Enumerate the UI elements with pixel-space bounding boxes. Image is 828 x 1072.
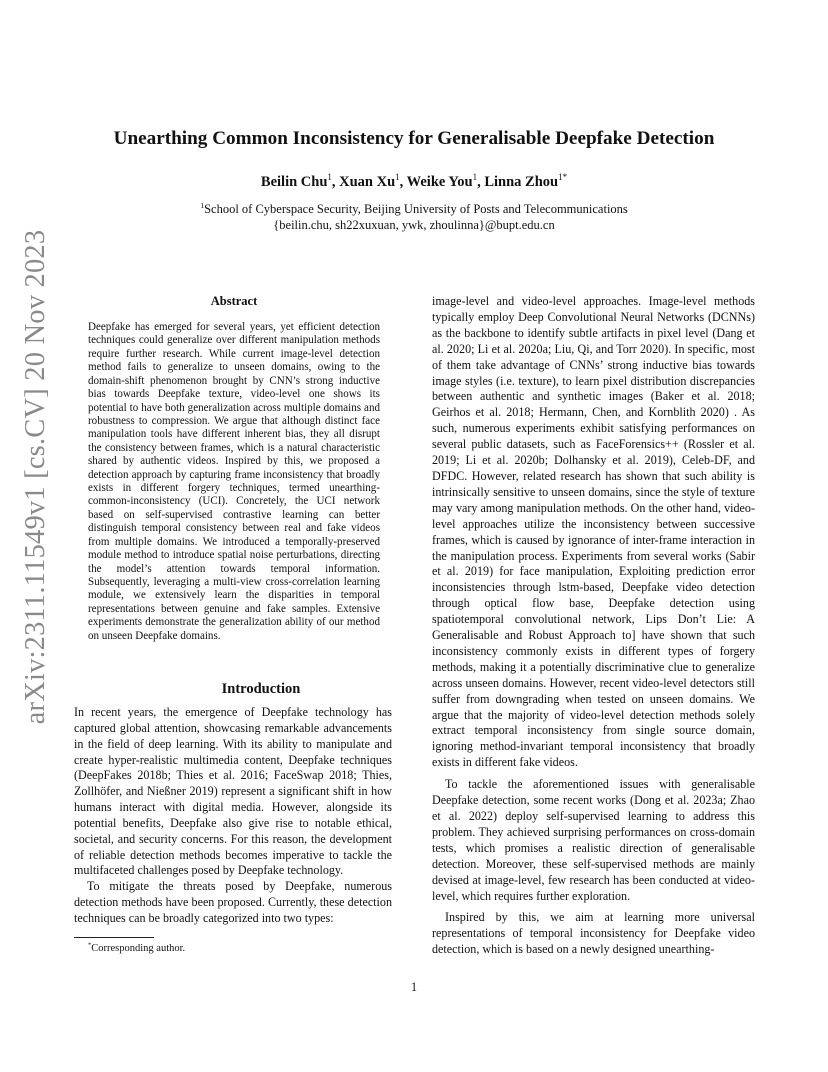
- author-list: Beilin Chu$^1$, Xuan Xu$^1$, Weike You$^1$, Linna Zhou$^{1*}$: [260, 172, 568, 190]
- footnote-text: Corresponding author.: [91, 943, 186, 954]
- footnote-mark: *: [88, 941, 92, 949]
- paragraph: Inspired by this, we aim at learning more universal representations of temporal inconsistency for Deepfake video detection, which is based on a newly designed unearthing-: [432, 910, 755, 957]
- page-number: 1: [410, 980, 418, 994]
- arxiv-identifier: arXiv:2311.11549v1 [cs.CV] 20 Nov 2023: [20, 229, 51, 725]
- author-emails: {beilin.chu, sh22xuxuan, ywk, zhoulinna}@bupt.edu.cn: [273, 217, 555, 232]
- abstract-heading: Abstract: [210, 294, 258, 308]
- footnote: [74, 942, 392, 955]
- paragraph: To tackle the aforementioned issues with generalisable Deepfake detection, some recent works (Dong et al. 2023a; Zhao et al. 2022) deploy self-supervised learning to address this problem. They achieved surprising performances on cross-domain tests, which promises a realistic direction of generalisable detection. Moreover, these self-supervised methods are mainly devised at image-level, few research has been conducted at video-level, which requires further exploration.: [432, 777, 755, 903]
- footnote-rule: [74, 937, 154, 938]
- paragraph: To mitigate the threats posed by Deepfake, numerous detection methods have been proposed. Currently, these detection techniques can be broadly categorized into two types:: [74, 879, 392, 925]
- arxiv-sidebar-stamp: [19, 229, 53, 725]
- paragraph: image-level and video-level approaches. Image-level methods typically employ Deep Convolutional Neural Networks (DCNNs) as the backbone to identify subtle artifacts in pixel level (Dang et al. 2020; Li et al. 2020a; Liu, Qi, and Torr 2020). In specific, most of them take advantage of CNNs’ strong inductive bias towards image styles (i.e. texture), to learn pixel distribution discrepancies between authentic and synthetic images (Baker et al. 2018; Geirhos et al. 2018; Hermann, Chen, and Kornblith 2020) . As such, numerous experiments exhibit satisfying performances on several public datasets, such as FaceForensics++ (Rossler et al. 2019; Li et al. 2020b; Dolhansky et al. 2019), Celeb-DF, and DFDC. However, related research has shown that such ability is intrinsically sensitive to unseen domains, since the style of texture may vary among manipulation methods. On the other hand, video-level approaches utilize the inconsistency between successive frames, which is caused by ignorance of inter-frame interaction in the manipulation process. Experiments from several works (Sabir et al. 2019) for face manipulation, Exploiting prediction error inconsistencies through lstm-based, Deepfake video detection through optical flow base, Deepfake detection using spatiotemporal convolutional network, Lips Don’t Lie: A Generalisable and Robust Approach to] have shown that such inconsistency commonly exists in different types of forgery methods, making it a potentially discriminative clue to generalize across unseen domains. However, recent video-level detectors still suffer from downgrading when tested on unseen domains. We argue that the majority of video-level detection methods solely extract temporal inconsistency from single source domain, ignoring method-invariant temporal inconsistency that broadly exists in different fake videos.: [432, 294, 755, 770]
- author-affiliation-mark: 1: [395, 172, 400, 183]
- introduction-heading: Introduction: [221, 681, 301, 697]
- author-name: Weike You: [406, 174, 473, 190]
- author-name: Xuan Xu: [339, 174, 396, 190]
- paper-title: Unearthing Common Inconsistency for Generalisable Deepfake Detection: [113, 128, 715, 149]
- abstract-text: Deepfake has emerged for several years, yet efficient detection techniques could generalize over different manipulation methods require further research. While current image-level detection method fails to generalize to unseen domains, owing to the domain-shift phenomenon brought by CNN’s strong inductive bias towards Deepfake texture, video-level one shows its potential to have both generalization across multiple domains and robustness to compression. We argue that although distinct face manipulation tools have different inherent bias, they all disrupt the consistency between frames, which is a natural characteristic shared by authentic videos. Inspired by this, we proposed a detection approach by capturing frame inconsistency that broadly exists in different forgery techniques, termed unearthing-common-inconsistency (UCI). Concretely, the UCI network based on self-supervised contrastive learning can better distinguish temporal consistency between real and fake videos from multiple domains. We introduced a temporally-preserved module method to introduce spatial noise perturbations, directing the model’s attention towards temporal information. Subsequently, leveraging a multi-view cross-correlation learning module, we extensively learn the disparities in temporal representations between genuine and fake samples. Extensive experiments demonstrate the generalization ability of our method on unseen Deepfake domains.: [88, 321, 380, 642]
- affiliation-block: [0, 202, 828, 233]
- affiliation-line: $^1$School of Cyberspace Security, Beijing University of Posts and Telecommunications: [200, 200, 628, 216]
- author-affiliation-mark: 1*: [558, 172, 568, 183]
- author-name: Linna Zhou: [484, 174, 559, 190]
- left-column-body: [74, 705, 392, 927]
- author-name: Beilin Chu: [260, 174, 328, 190]
- right-column-body: [432, 294, 755, 958]
- author-affiliation-mark: 1: [327, 172, 332, 183]
- paragraph: In recent years, the emergence of Deepfake technology has captured global attention, showcasing remarkable advancements in the field of deep learning. With its ability to manipulate and create hyper-realistic multimedia content, Deepfake techniques (DeepFakes 2018b; Thies et al. 2016; FaceSwap 2018; Thies, Zollhöfer, and Nießner 2019) represent a significant shift in how humans interact with digital media. However, alongside its potential benefits, Deepfake also give rise to notable ethical, societal, and security concerns. For this reason, the development of reliable detection methods becomes imperative to tackle the multifaceted challenges posed by Deepfake technology.: [74, 705, 392, 878]
- author-affiliation-mark: 1: [472, 172, 478, 183]
